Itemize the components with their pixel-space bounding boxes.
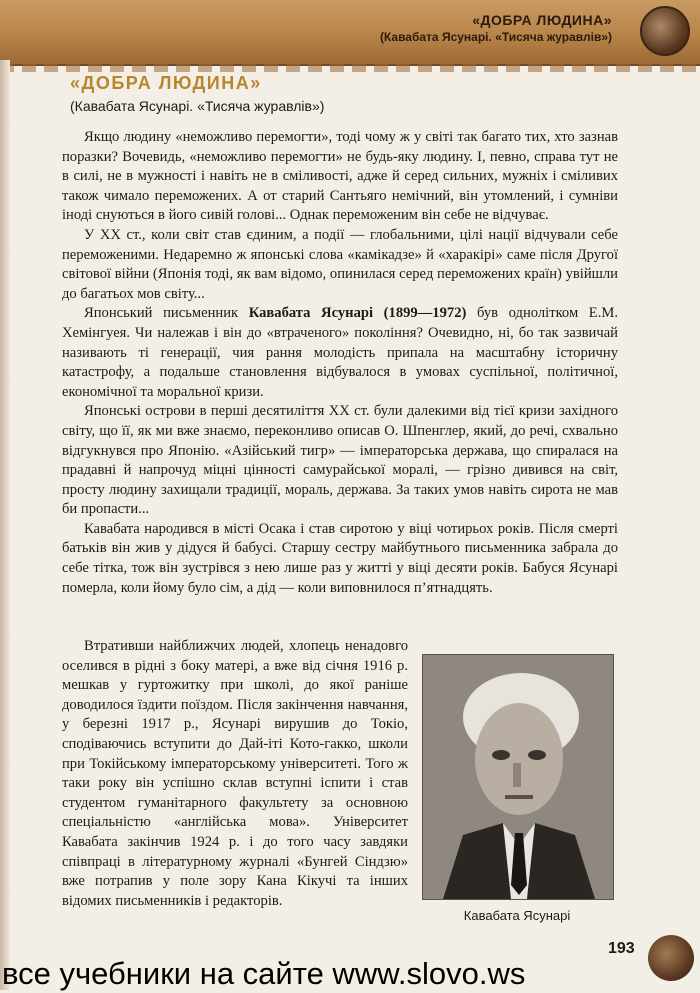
corner-ornament-icon [640,6,690,56]
running-header-title: «ДОБРА ЛЮДИНА» [472,12,612,28]
running-header-subtitle: (Кавабата Ясунарі. «Тисяча журавлів») [379,30,612,44]
section-title: «ДОБРА ЛЮДИНА» [70,73,262,93]
section-subtitle: (Кавабата Ясунарі. «Тисяча журавлів») [70,98,325,114]
portrait-icon [423,655,613,899]
paragraph-3-prefix: Японський письменник [84,305,249,322]
paragraph-3 [62,304,618,402]
paragraph-3-suffix: був однолітком Е.М. Хемінгуея. Чи належав і він до «втраченого» покоління? Очевидно, ні, бо так зазвичай називають ті генерації, чия рання молодість припала на масштабну історичну катастрофу, а подальше становлення відбувалося в умовах суспільної, політичної, економічної та моральної кризи. [62,305,618,400]
author-portrait-photo [422,654,614,900]
author-name-bold: Кавабата Ясунарі (1899—1972) [248,305,467,322]
paragraph-6: Втративши найближчих людей, хлопець ненадовго оселився в рідні з боку матері, а вже від січня 1916 р. мешкав у гуртожитку при школі, до якої раніше доводилося їздити поїздом. Після закінчення навчання, у березні 1917 р., Ясунарі вирушив до Токіо, сподіваючись вступити до Дай-іті Кото-гакко, школи при Токійському імператорському університеті. Того ж таки року він успішно склав вступні іспити і став студентом гуманітарного факультету за основною спеціальністю «англійська мова». Університет Кавабата закінчив 1924 р. і до того часу завдяки співпраці в літературному журналі «Бунгей Сіндзю» вже потрапив у поле зору Кана Кікучі та інших відомих письменників і редакторів. [62,638,408,909]
paragraph-5: Кавабата народився в місті Осака і став сиротою у віці чотирьох років. Після смерті батьків він жив у дідуся й бабусі. Старшу сестру майбутнього письменника забрала до себе тітка, тож він зустрівся з нею лише раз у житті у віці десяти років. Бабуся Ясунарі померла, коли йому було сім, а дід — коли виповнилося п’ятнадцять. [62,520,618,596]
article-body [62,128,618,598]
footer-banner[interactable]: все учебники на сайте www.slovo.ws [2,956,526,991]
paragraph-2: У XX ст., коли світ став єдиним, а події — глобальними, цілі нації відчували себе переможеними. Недаремно ж японські слова «камікадзе» й «харакірі» саме після Другої світової війни (Японія тоді, як вам відомо, опинилася серед переможених країн) увійшли до багатьох мов світу... [62,226,618,302]
article-body-narrow [62,637,408,911]
header-band [0,0,700,66]
photo-caption: Кавабата Ясунарі [463,908,571,923]
paragraph-1: Якщо людину «неможливо перемогти», тоді чому ж у світі так багато тих, хто зазнав поразки? Вочевидь, «неможливо перемогти» не будь-яку людину. І, певно, справа тут не в силі, не в мужності і навіть не в сміливості, адже й серед сильних, мужніх і сміливих також чимало переможених. А от старий Сантьяго немічний, він утомлений, і сумніви іноді снуються в його сивій голові... Однак переможеним він себе не відчуває. [62,129,618,224]
page-number: 193 [608,940,635,957]
paragraph-4: Японські острови в перші десятиліття XX ст. були далекими від тієї кризи західного світу, що її, як ми вже знаємо, переконливо описав О. Шпенглер, який, до речі, схвально відгукнувся про Японію. «Азійський тигр» — імператорська держава, що спиралася на прадавні й напрочуд міцні цінності самурайської моралі, — грізно дивився на світ, просту людину захищали традиції, мораль, держава. За таких умов навіть сирота не мав би пропасти... [62,403,618,518]
page-edge [0,60,10,990]
